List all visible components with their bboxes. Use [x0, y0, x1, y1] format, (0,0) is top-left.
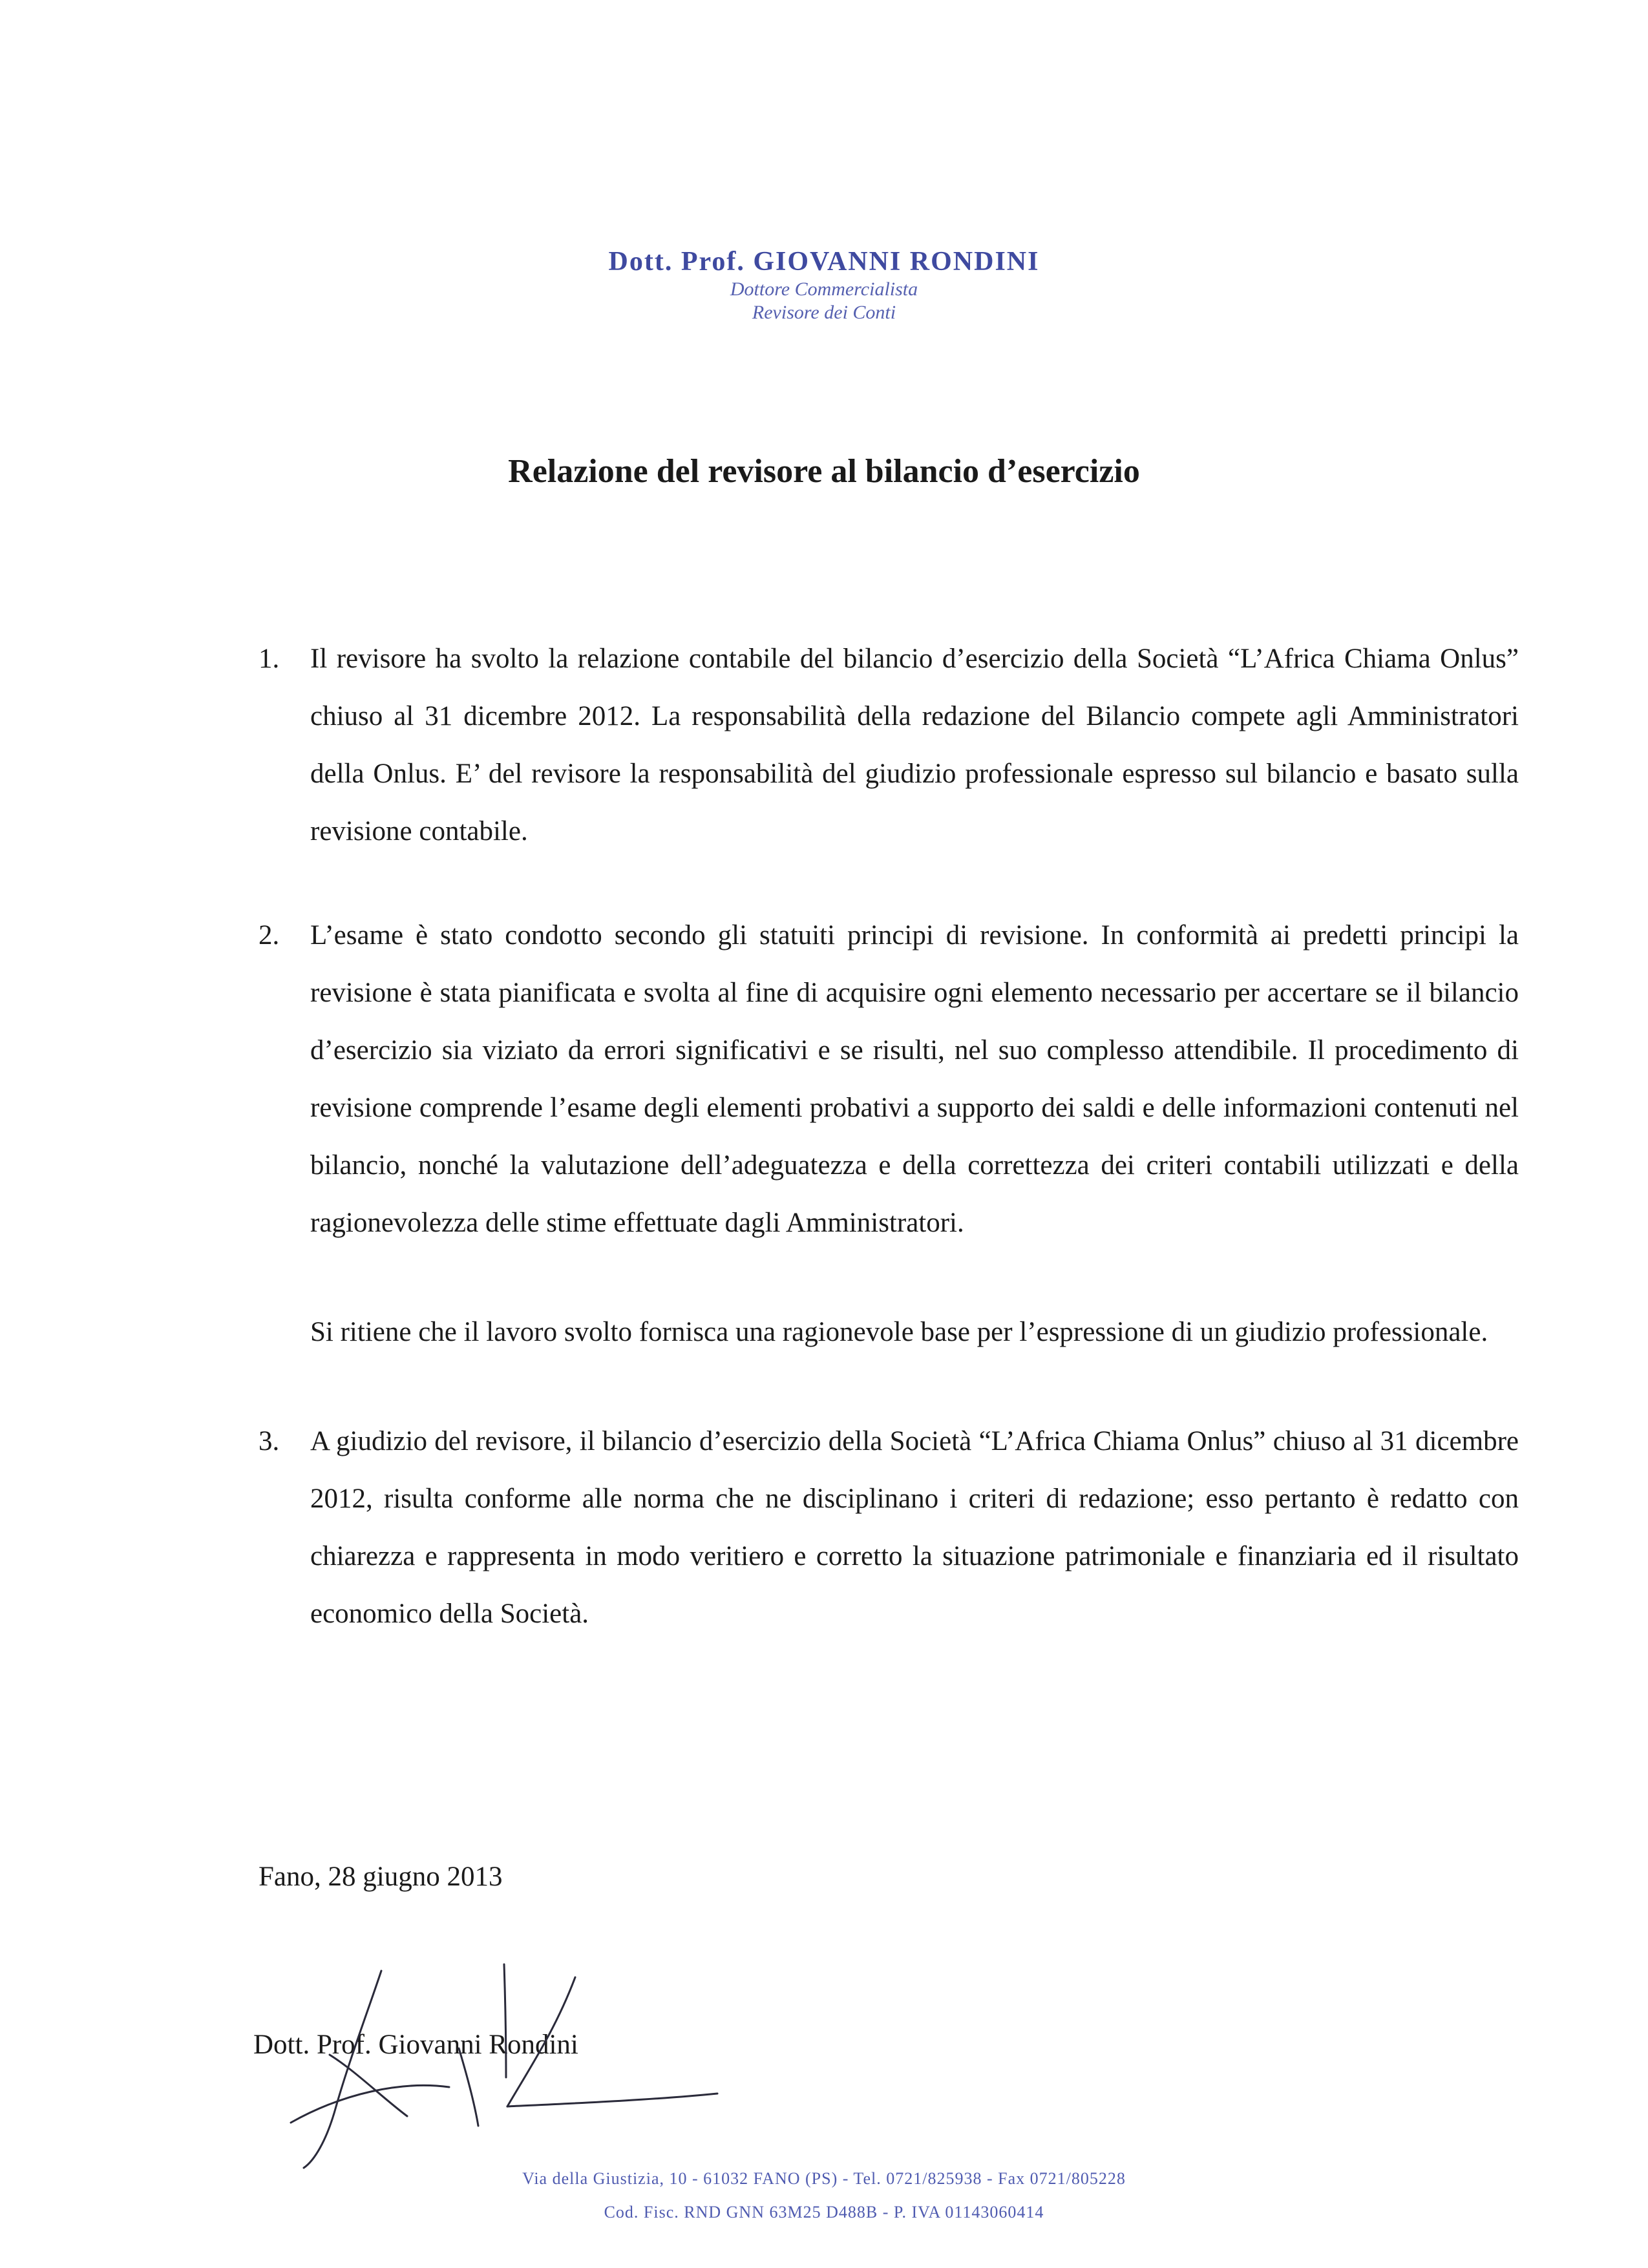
- place-date: Fano, 28 giugno 2013: [259, 1862, 503, 1892]
- list-item: [259, 907, 1519, 1252]
- handwritten-signature: [252, 1958, 743, 2171]
- letterhead-name: Dott. Prof. GIOVANNI RONDINI: [608, 247, 1040, 277]
- letterhead: [0, 246, 1648, 324]
- list-item: [259, 630, 1519, 860]
- list-item-text: L’esame è stato condotto secondo gli statuiti principi di revisione. In conformità ai predetti principi la revisione è stata pianificata e svolta al fine di acquisire ogni elemento necessario per accertare se il bilancio d’esercizio sia viziato da errori significativi e se risulti, nel suo complesso attendibile. Il procedimento di revisione comprende l’esame degli elementi probativi a supporto dei saldi e delle informazioni contenuti nel bilancio, nonché la valutazione dell’adeguatezza e della correttezza dei criteri contabili utilizzati e della ragionevolezza delle stime effettuate dagli Amministratori.: [310, 920, 1519, 1238]
- report-body: [259, 630, 1519, 1643]
- list-item-number: 1.: [259, 644, 280, 674]
- sub-paragraph: Si ritiene che il lavoro svolto fornisca una ragionevole base per l’espressione di un giudizio professionale.: [310, 1317, 1488, 1347]
- list-item: [259, 1412, 1519, 1643]
- list-item-number: 3.: [259, 1426, 280, 1456]
- list-item-text: A giudizio del revisore, il bilancio d’esercizio della Società “L’Africa Chiama Onlus” chiuso al 31 dicembre 2012, risulta conforme alle norma che ne disciplinano i criteri di redazione; esso pertanto è redatto con chiarezza e rappresenta in modo veritiero e corretto la situazione patrimoniale e finanziaria ed il risultato economico della Società.: [310, 1426, 1519, 1629]
- footer-address: Via della Giustizia, 10 - 61032 FANO (PS) - Tel. 0721/825938 - Fax 0721/805228: [522, 2169, 1126, 2188]
- list-item-number: 2.: [259, 920, 280, 950]
- letterhead-role-1: Dottore Commercialista: [730, 278, 918, 300]
- footer-tax-info: Cod. Fisc. RND GNN 63M25 D488B - P. IVA 01143060414: [604, 2203, 1044, 2221]
- footer: [0, 2162, 1648, 2229]
- list-item-text: Il revisore ha svolto la relazione contabile del bilancio d’esercizio della Società “L’Africa Chiama Onlus” chiuso al 31 dicembre 2012. La responsabilità della redazione del Bilancio compete agli Amministratori della Onlus. E’ del revisore la responsabilità del giudizio professionale espresso sul bilancio e basato sulla revisione contabile.: [310, 644, 1519, 846]
- signatory-name: Dott. Prof. Giovanni Rondini: [253, 2030, 578, 2060]
- document-title: Relazione del revisore al bilancio d’esercizio: [508, 453, 1140, 490]
- letterhead-role-2: Revisore dei Conti: [752, 302, 896, 323]
